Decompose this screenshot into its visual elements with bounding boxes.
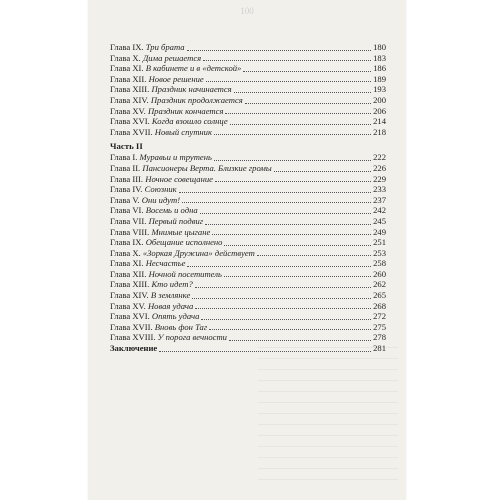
page-ref: 242 xyxy=(373,205,386,216)
dot-leader xyxy=(200,213,371,214)
page-ref: 233 xyxy=(373,184,386,195)
chapter-title: Праздник продолжается xyxy=(150,94,243,105)
chapter-number: Глава XVI. xyxy=(110,311,150,322)
toc-row xyxy=(110,74,386,85)
chapter-number: Глава XV. xyxy=(110,300,146,311)
toc-row xyxy=(110,227,386,238)
page-ref: 193 xyxy=(373,84,386,95)
dot-leader xyxy=(224,245,371,246)
dot-leader xyxy=(206,81,371,82)
chapter-number: Глава I. xyxy=(110,152,138,163)
dot-leader xyxy=(230,124,371,125)
chapter-number: Глава VIII. xyxy=(110,226,150,237)
dot-leader xyxy=(274,171,371,172)
toc-row xyxy=(110,63,386,74)
chapter-number: Глава V. xyxy=(110,194,140,205)
toc-entry-label xyxy=(110,290,190,301)
toc-row xyxy=(110,322,386,333)
chapter-number: Глава IX. xyxy=(110,237,144,248)
chapter-title: Праздник кончается xyxy=(147,105,224,116)
page-ref: 258 xyxy=(373,258,386,269)
toc-row xyxy=(110,116,386,127)
page-ref: 251 xyxy=(373,237,386,248)
chapter-number: Глава IX. xyxy=(110,42,144,52)
toc-row xyxy=(110,174,386,185)
page-ref: 260 xyxy=(373,268,386,279)
dot-leader xyxy=(203,60,371,61)
dot-leader xyxy=(234,92,371,93)
toc-entry-label xyxy=(110,184,177,195)
toc-entry-label xyxy=(110,332,227,343)
toc-entry-label xyxy=(110,95,243,106)
chapter-number: Глава XII. xyxy=(110,268,147,279)
chapter-number: Глава X. xyxy=(110,52,141,63)
toc-row xyxy=(110,248,386,259)
dot-leader xyxy=(243,71,371,72)
toc-row xyxy=(110,184,386,195)
chapter-title: Муравьи и трутень xyxy=(139,152,212,163)
page-ref: 229 xyxy=(373,173,386,184)
toc-row xyxy=(110,258,386,269)
dot-leader xyxy=(224,276,371,277)
chapter-title: Когда взошло солнце xyxy=(151,116,228,127)
chapter-title: Опять удача xyxy=(151,311,200,322)
toc-row xyxy=(110,301,386,312)
toc-entry-label xyxy=(110,248,255,259)
chapter-number: Глава XV. xyxy=(110,105,146,116)
dot-leader xyxy=(257,255,371,256)
chapter-title: Новый спутник xyxy=(154,126,212,137)
chapter-title: Новая удача xyxy=(147,300,194,311)
chapter-number: Глава XIII. xyxy=(110,84,150,95)
page-number: 100 xyxy=(240,6,254,16)
dot-leader xyxy=(209,329,371,330)
dot-leader xyxy=(245,103,371,104)
page-ref: 275 xyxy=(373,321,386,332)
toc-row xyxy=(110,53,386,64)
chapter-number: Глава II. xyxy=(110,162,141,173)
toc-row xyxy=(110,42,386,53)
dot-leader xyxy=(192,298,371,299)
toc-entry-label xyxy=(110,74,204,85)
dot-leader xyxy=(205,224,371,225)
dot-leader xyxy=(195,287,371,288)
book-page xyxy=(88,0,406,500)
dot-leader xyxy=(187,50,372,51)
toc-entry-label xyxy=(110,279,193,290)
page-ref: 265 xyxy=(373,290,386,301)
chapter-number: Глава XVII. xyxy=(110,321,153,332)
toc-entry-label xyxy=(110,127,212,138)
page-ref: 278 xyxy=(373,332,386,343)
page-ref: 206 xyxy=(373,105,386,116)
chapter-title: Дима решается xyxy=(142,52,202,63)
page-ref: 253 xyxy=(373,247,386,258)
chapter-number: Глава XVI. xyxy=(110,116,150,127)
chapter-title: Новое решение xyxy=(148,73,204,84)
page-ref: 200 xyxy=(373,94,386,105)
toc-row xyxy=(110,84,386,95)
chapter-title: «Зоркая Дружина» действует xyxy=(142,247,255,258)
chapter-title: Вновь фон Таг xyxy=(154,321,208,332)
toc-row xyxy=(110,205,386,216)
dot-leader xyxy=(215,181,371,182)
toc-entry-label xyxy=(110,269,222,280)
toc-row xyxy=(110,269,386,280)
chapter-title: Они идут! xyxy=(141,194,181,205)
toc-entry-label xyxy=(110,106,223,117)
page-ref: 268 xyxy=(373,300,386,311)
page-ref: 218 xyxy=(373,126,386,137)
toc-row xyxy=(110,152,386,163)
dot-leader xyxy=(195,308,371,309)
toc-row xyxy=(110,127,386,138)
chapter-number: Глава VI. xyxy=(110,205,144,216)
toc-entry-label xyxy=(110,42,185,53)
toc-entry-label xyxy=(110,174,213,185)
dot-leader xyxy=(182,202,371,203)
chapter-title: Три брата xyxy=(145,42,185,52)
page-ref: 272 xyxy=(373,311,386,322)
conclusion-label: Заключение xyxy=(110,343,158,354)
toc-entry-label xyxy=(110,53,201,64)
toc-entry-label xyxy=(110,205,198,216)
page-ref: 262 xyxy=(373,279,386,290)
toc-entry-label xyxy=(110,163,272,174)
chapter-title: В землянке xyxy=(150,290,191,301)
chapter-number: Глава XVIII. xyxy=(110,332,156,343)
toc-entry-label xyxy=(110,311,199,322)
page-ref: 189 xyxy=(373,73,386,84)
page-ref: 245 xyxy=(373,215,386,226)
chapter-number: Глава VII. xyxy=(110,215,147,226)
conclusion-page: 281 xyxy=(373,343,386,354)
chapter-number: Глава IV. xyxy=(110,184,143,195)
chapter-number: Глава III. xyxy=(110,173,144,184)
chapter-title: Первый подвиг xyxy=(148,215,204,226)
chapter-title: В кабинете и в «детской» xyxy=(145,63,242,74)
toc-entry-label xyxy=(110,237,222,248)
chapter-number: Глава XVII. xyxy=(110,126,153,137)
chapter-number: Глава XIII. xyxy=(110,279,150,290)
chapter-title: Пансионеры Верта. Близкие громы xyxy=(142,162,272,173)
toc-entry-label xyxy=(110,227,210,238)
page-ref: 249 xyxy=(373,226,386,237)
toc-row xyxy=(110,163,386,174)
dot-leader xyxy=(212,234,371,235)
chapter-number: Глава XIV. xyxy=(110,290,149,301)
chapter-number: Глава X. xyxy=(110,247,141,258)
toc-entry-label xyxy=(110,322,207,333)
chapter-number: Глава XI. xyxy=(110,258,144,269)
chapter-title: Восемь и одна xyxy=(145,205,198,216)
page-ref: 237 xyxy=(373,194,386,205)
toc-entry-label xyxy=(110,216,203,227)
part2-list xyxy=(110,152,386,343)
chapter-number: Глава XIV. xyxy=(110,94,149,105)
toc-entry-label xyxy=(110,84,232,95)
chapter-number: Глава XI. xyxy=(110,63,144,74)
toc-row xyxy=(110,237,386,248)
toc-entry-label xyxy=(110,301,193,312)
dot-leader xyxy=(214,134,371,135)
toc-entry-label xyxy=(110,195,180,206)
toc-row xyxy=(110,95,386,106)
chapter-title: Союзник xyxy=(144,184,177,195)
dot-leader xyxy=(187,266,371,267)
toc-entry-label xyxy=(110,258,185,269)
part1-list xyxy=(110,42,386,137)
dot-leader xyxy=(214,160,371,161)
toc-entry-label xyxy=(110,63,241,74)
page-ref: 183 xyxy=(373,52,386,63)
chapter-title: Мнимые цыгане xyxy=(151,226,211,237)
chapter-title: Кто идет? xyxy=(151,279,193,290)
toc-row xyxy=(110,311,386,322)
toc-entry-label xyxy=(110,152,212,163)
toc-row xyxy=(110,290,386,301)
toc-entry-label xyxy=(110,116,228,127)
toc-row xyxy=(110,279,386,290)
toc-row xyxy=(110,195,386,206)
part2-heading: Часть II xyxy=(110,141,143,152)
toc-row xyxy=(110,106,386,117)
table-of-contents xyxy=(110,42,386,354)
dot-leader xyxy=(225,113,371,114)
page-ref: 226 xyxy=(373,162,386,173)
dot-leader xyxy=(179,192,371,193)
chapter-title: Праздник начинается xyxy=(151,84,232,95)
dot-leader xyxy=(201,319,371,320)
chapter-title: Ночной посетитель xyxy=(148,268,222,279)
page-ref: 214 xyxy=(373,116,386,127)
chapter-title: Несчастье xyxy=(145,258,186,269)
toc-row xyxy=(110,216,386,227)
chapter-number: Глава XII. xyxy=(110,73,147,84)
chapter-title: Ночное совещание xyxy=(145,173,213,184)
page-ref: 186 xyxy=(373,63,386,74)
chapter-title: У порога вечности xyxy=(157,332,227,343)
page-ref: 180 xyxy=(373,42,386,52)
chapter-title: Обещание исполнено xyxy=(145,237,223,248)
page-ref: 222 xyxy=(373,152,386,163)
bleed-through-text xyxy=(258,340,398,480)
